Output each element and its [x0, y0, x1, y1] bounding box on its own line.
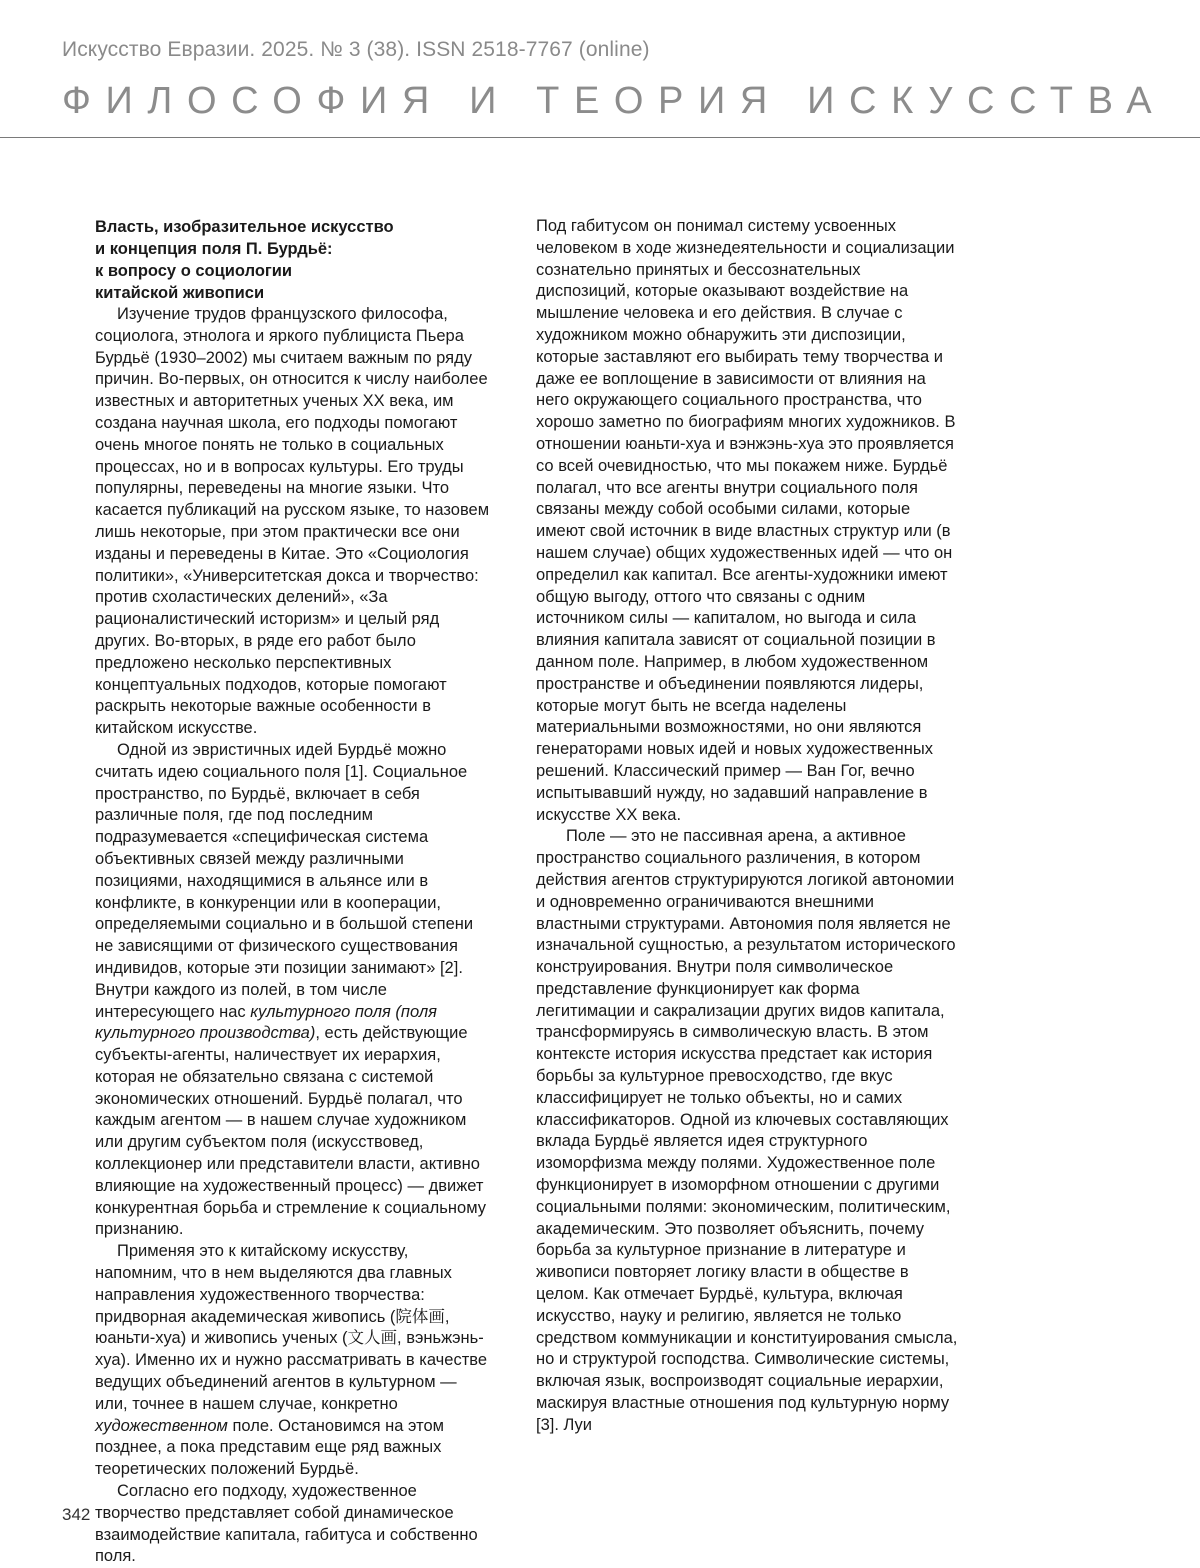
text-run: Применяя это к китайскому искусству, напомним, что в нем выделяются два главных направления художественного творчества: придворная академическая живопись (院体画, юаньти-хуа) и живопись ученых (文人画, вэньжэнь-хуа). Именно их и нужно рассматривать в качестве ведущих объединений агентов в культурном — или, точнее в нашем случае, конкретно: [95, 1242, 488, 1413]
right-column: [536, 216, 958, 1437]
text-run: , есть действующие субъекты-агенты, наличествует их иерархия, которая не обязательно связана с системой экономических отношений. Бурдьё полагал, что каждым агентом — в нашем случае художником или другим субъектом поля (искусствовед, коллекционер или представители власти, активно влияющие на художественный процесс) — движет конкурентная борьба и стремление к социальному признанию.: [95, 1024, 486, 1239]
journal-citation: Искусство Евразии. 2025. № 3 (38). ISSN 2518-7767 (online): [62, 38, 650, 61]
header-divider: [0, 137, 1200, 138]
paragraph-approach: Согласно его подходу, художественное творчество представляет собой динамическое взаимодействие капитала, габитуса и собственно поля.: [95, 1482, 478, 1566]
paragraph-habitus: Под габитусом он понимал систему усвоенных человеком в ходе жизнедеятельности и социализации сознательно принятых и бессознательных диспозиций, которые оказывают воздействие на мышление человека и его действия. В случае с художником можно обнаружить эти диспозиции, которые заставляют его выбирать тему творчества и даже ее воплощение в зависимости от влияния на него окружающего социального пространства, что хорошо заметно по биографиям многих художников. В отношении юаньти-хуа и вэнжэнь-хуа это проявляется со всей очевидностью, что мы покажем ниже. Бурдьё полагал, что все агенты внутри социального поля связаны между собой особыми силами, которые имеют свой источник в виде властных структур или (в нашем случае) общих художественных идей — что он определил как капитал. Все агенты-художники имеют общую выгоду, оттого что связаны с одним источником силы — капиталом, но выгода и сила влияния капитала зависят от социальной позиции в данном поле. Например, в любом художественном пространстве и объединении появляются лидеры, которые могут быть не всегда наделены материальными возможностями, но они являются генераторами новых идей и новых художественных решений. Классический пример — Ван Гог, вечно испытывавший нужду, но задавший направление в искусстве XX века.: [536, 217, 956, 824]
paragraph-intro: Изучение трудов французского философа, социолога, этнолога и яркого публициста Пьера Бурдьё (1930–2002) мы считаем важным по ряду причин. Во-первых, он относится к числу наиболее известных и авторитетных ученых XX века, им создана научная школа, его подходы помогают очень многое понять не только в социальных процессах, но и в вопросах культуры. Его труды популярны, переведены на многие языки. Что касается публикаций на русском языке, то назовем лишь некоторые, при этом практически все они изданы и переведены в Китае. Это «Социология политики», «Университетская докса и творчество: против схоластических делений», «За рационалистический историзм» и целый ряд других. Во-вторых, в ряде его работ было предложено несколько перспективных концептуальных подходов, которые помогают раскрыть некоторые важные особенности в китайском искусстве.: [95, 305, 490, 738]
text-run: поле. Остановимся на этом позднее, а пока представим еще ряд важных теоретических положений Бурдьё.: [95, 1416, 445, 1479]
article-title-line: к вопросу о социологии: [95, 262, 293, 280]
article-title-line: и концепция поля П. Бурдьё:: [95, 240, 333, 258]
article-title-line: китайской живописи: [95, 284, 265, 302]
left-column: [95, 216, 490, 1568]
paragraph-chinese-art: [95, 1241, 490, 1481]
paragraph-social-field: [95, 740, 490, 1241]
article-title-line: Власть, изобразительное искусство: [95, 218, 394, 236]
emphasis-text: художественном: [95, 1416, 228, 1435]
page-number: 342: [62, 1505, 91, 1524]
paragraph-field-arena: Поле — это не пассивная арена, а активное пространство социального различения, в котором действия агентов структурируются логикой автономии и одновременно ограничиваются внешними властными структурами. Автономия поля является не изначальной сущностью, а результатом исторического конструирования. Внутри поля символическое представление функционирует как форма легитимации и сакрализации других видов капитала, трансформируясь в символическую власть. В этом контексте история искусства предстает как история борьбы за культурное превосходство, где вкус классифицирует не только объекты, но и самих классификаторов. Одной из ключевых составляющих вклада Бурдьё является идея структурного изоморфизма между полями. Художественное поле функционирует в изоморфном отношении с другими социальными полями: экономическим, политическим, академическим. Это позволяет объяснить, почему борьба за культурное признание в литературе и живописи повторяет логику власти в обществе в целом. Как отмечает Бурдьё, культура, включая искусство, науку и религию, является не только средством коммуникации и конституирования смысла, но и структурой господства. Символические системы, включая язык, воспроизводят социальные иерархии, маскируя властные отношения под культурную норму [3]. Луи: [536, 827, 958, 1434]
section-title: ФИЛОСОФИЯ И ТЕОРИЯ ИСКУССТВА: [62, 80, 1167, 122]
text-run: Одной из эвристичных идей Бурдьё можно считать идею социального поля [1]. Социальное пространство, по Бурдьё, включает в себя различные поля, где под последним подразумевается «специфическая система объективных связей между различными позициями, находящимися в альянсе или в конфликте, в конкуренции или в кооперации, определяемыми социально и в большой степени не зависящими от физического существования индивидов, которые эти позиции занимают» [2]. Внутри каждого из полей, в том числе интересующего нас: [95, 740, 474, 1021]
article-title: [95, 216, 490, 304]
emphasis-text: культурного поля (поля культурного производства): [95, 1002, 437, 1043]
